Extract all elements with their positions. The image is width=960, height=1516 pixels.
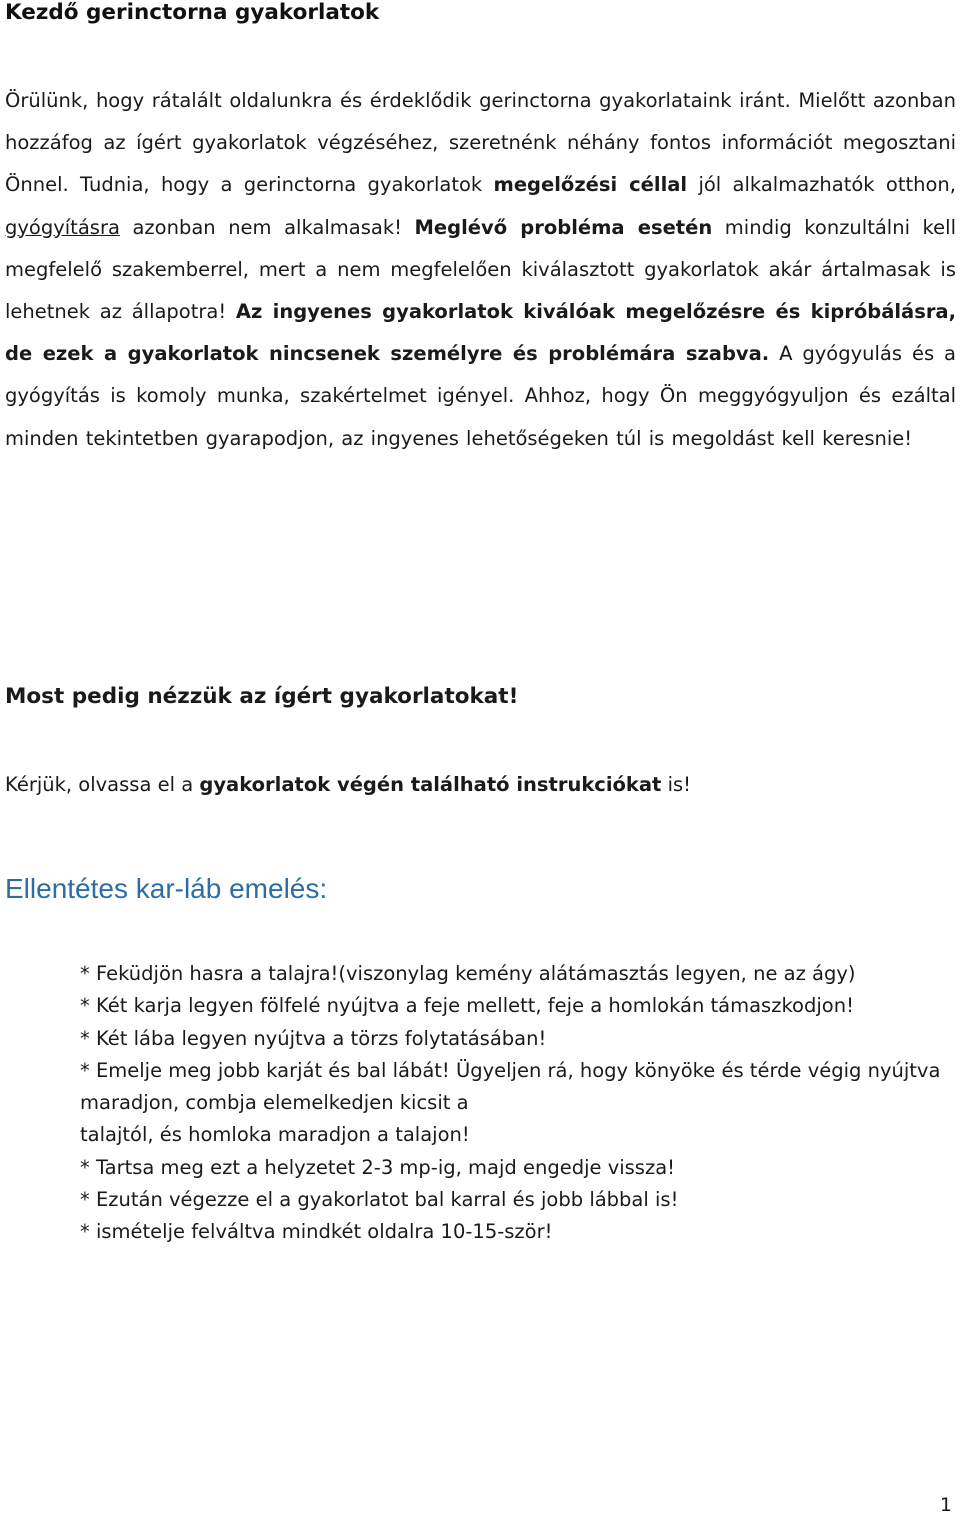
healing-link[interactable]: gyógyításra: [5, 215, 120, 239]
exercise-step: * Tartsa meg ezt a helyzetet 2-3 mp-ig, majd engedje vissza!: [80, 1155, 675, 1179]
exercise-step: * Két karja legyen fölfelé nyújtva a feje mellett, feje a homlokán támaszkodjon!: [80, 994, 854, 1018]
intro-paragraph: [5, 80, 956, 460]
document-title: Kezdő gerinctorna gyakorlatok: [5, 0, 380, 25]
exercise-steps: [80, 958, 956, 1249]
intro-text: jól alkalmazhatók otthon,: [687, 173, 956, 197]
note-text: Kérjük, olvassa el a: [5, 773, 200, 796]
intro-text: A gyógyulás és a gyógyítás is komoly munka, szakértelmet igényel. Ahhoz, hogy Ön meggyógyuljon és ezáltal minden tekintetben gyarapodjon, az ingyenes lehetőségeken túl is megoldást kell keresnie!: [5, 342, 956, 450]
exercise-title: Ellentétes kar-láb emelés:: [5, 873, 328, 904]
exercise-step: * ismételje felváltva mindkét oldalra 10-15-ször!: [80, 1220, 553, 1244]
intro-emphasis-free-exercises: Az ingyenes gyakorlatok kiválóak megelőzésre és kipróbálásra, de ezek a gyakorlatok nincsenek személyre és problémára szabva.: [5, 300, 956, 366]
intro-text: Örülünk, hogy rátalált oldalunkra és érdeklődik gerinctorna gyakorlataink iránt. Mielőtt azonban hozzáfog az ígért gyakorlatok végzéséhez, szeretnénk néhány fontos információt megosztani Önnel. Tudnia, hogy a gerinctorna gyakorlatok: [5, 89, 956, 197]
note-emphasis: gyakorlatok végén található instrukciókat: [199, 773, 662, 796]
exercise-step: * Feküdjön hasra a talajra!(viszonylag kemény alátámasztás legyen, ne az ágy): [80, 962, 856, 985]
note-text: is!: [661, 773, 691, 796]
page-number: 1: [939, 1494, 952, 1516]
intro-text: mindig konzultálni kell megfelelő szakemberrel, mert a nem megfelelően kiválasztott gyakorlatok akár ártalmasak is lehetnek az állapotra!: [5, 215, 956, 324]
intro-emphasis-prevention: megelőzési céllal: [493, 173, 688, 197]
exercise-step: * Emelje meg jobb karját és bal lábát! Ügyeljen rá, hogy könyöke és térde végig nyújtva maradjon, combja elemelkedjen kicsit a: [80, 1058, 941, 1115]
exercises-subheading: Most pedig nézzük az ígért gyakorlatokat!: [5, 684, 519, 709]
intro-text: azonban nem alkalmasak!: [119, 215, 415, 239]
instructions-note: [5, 768, 691, 802]
exercise-step: * Ezután végezze el a gyakorlatot bal karral és jobb lábbal is!: [80, 1188, 679, 1212]
exercise-step: * Két lába legyen nyújtva a törzs folytatásában!: [80, 1026, 547, 1050]
intro-emphasis-existing-problem: Meglévő probléma esetén: [414, 215, 713, 239]
exercise-step: talajtól, és homloka maradjon a talajon!: [80, 1123, 470, 1147]
